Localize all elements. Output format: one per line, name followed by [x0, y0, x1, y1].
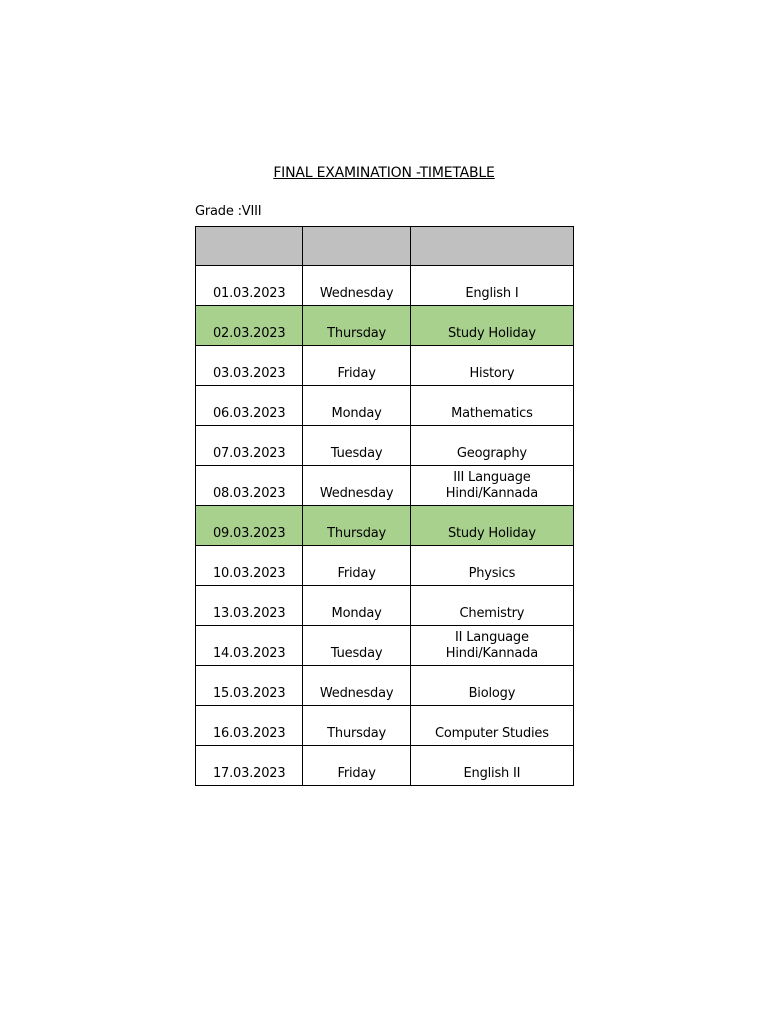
day-cell: Wednesday — [303, 666, 410, 706]
subject-line: Study Holiday — [447, 326, 536, 341]
date-cell: 09.03.2023 — [196, 506, 303, 546]
day-cell: Friday — [303, 346, 410, 386]
subject-line: Physics — [468, 566, 516, 581]
date-cell: 14.03.2023 — [196, 626, 303, 666]
subject-cell — [410, 386, 573, 426]
day-cell: Friday — [303, 746, 410, 786]
header-cell-date — [196, 227, 303, 266]
date-cell: 16.03.2023 — [196, 706, 303, 746]
table-row — [196, 506, 574, 546]
subject-line: History — [469, 366, 515, 381]
timetable-header — [196, 227, 574, 266]
date-cell: 03.03.2023 — [196, 346, 303, 386]
date-cell: 02.03.2023 — [196, 306, 303, 346]
date-cell: 10.03.2023 — [196, 546, 303, 586]
subject-cell — [410, 666, 573, 706]
day-cell: Monday — [303, 386, 410, 426]
table-row — [196, 426, 574, 466]
subject-line: Computer Studies — [435, 726, 549, 741]
subject-cell — [410, 306, 573, 346]
subject-line: Geography — [456, 446, 527, 461]
subject-cell — [410, 346, 573, 386]
subject-line: Hindi/Kannada — [445, 646, 538, 661]
day-cell: Thursday — [303, 706, 410, 746]
timetable-body — [196, 266, 574, 786]
exam-timetable — [195, 226, 574, 786]
subject-line: English I — [465, 286, 519, 301]
subject-cell — [410, 506, 573, 546]
day-cell: Monday — [303, 586, 410, 626]
table-row — [196, 386, 574, 426]
day-cell: Wednesday — [303, 466, 410, 506]
subject-line: Hindi/Kannada — [445, 486, 538, 501]
table-row — [196, 706, 574, 746]
header-row — [196, 227, 574, 266]
day-cell: Thursday — [303, 506, 410, 546]
subject-cell — [410, 626, 573, 666]
date-cell: 06.03.2023 — [196, 386, 303, 426]
table-row — [196, 346, 574, 386]
subject-cell — [410, 746, 573, 786]
subject-line: II Language — [455, 630, 529, 645]
table-row — [196, 266, 574, 306]
day-cell: Tuesday — [303, 426, 410, 466]
table-row — [196, 666, 574, 706]
day-cell: Wednesday — [303, 266, 410, 306]
day-cell: Friday — [303, 546, 410, 586]
subject-line: English II — [463, 766, 521, 781]
subject-line: Biology — [468, 686, 516, 701]
day-cell: Tuesday — [303, 626, 410, 666]
page-title: FINAL EXAMINATION -TIMETABLE — [273, 165, 495, 181]
grade-label: Grade :VIII — [195, 204, 262, 219]
date-cell: 15.03.2023 — [196, 666, 303, 706]
table-row — [196, 466, 574, 506]
date-cell: 01.03.2023 — [196, 266, 303, 306]
subject-cell — [410, 426, 573, 466]
table-row — [196, 546, 574, 586]
subject-cell — [410, 466, 573, 506]
table-row — [196, 586, 574, 626]
header-cell-day — [303, 227, 410, 266]
table-row — [196, 626, 574, 666]
subject-line: Study Holiday — [447, 526, 536, 541]
date-cell: 08.03.2023 — [196, 466, 303, 506]
subject-cell — [410, 586, 573, 626]
day-cell: Thursday — [303, 306, 410, 346]
table-row — [196, 306, 574, 346]
subject-line: Chemistry — [459, 606, 525, 621]
subject-line: Mathematics — [451, 406, 533, 421]
date-cell: 07.03.2023 — [196, 426, 303, 466]
subject-cell — [410, 266, 573, 306]
date-cell: 13.03.2023 — [196, 586, 303, 626]
table-row — [196, 746, 574, 786]
subject-cell — [410, 546, 573, 586]
header-cell-subject — [410, 227, 573, 266]
subject-line: III Language — [453, 470, 531, 485]
date-cell: 17.03.2023 — [196, 746, 303, 786]
subject-cell — [410, 706, 573, 746]
